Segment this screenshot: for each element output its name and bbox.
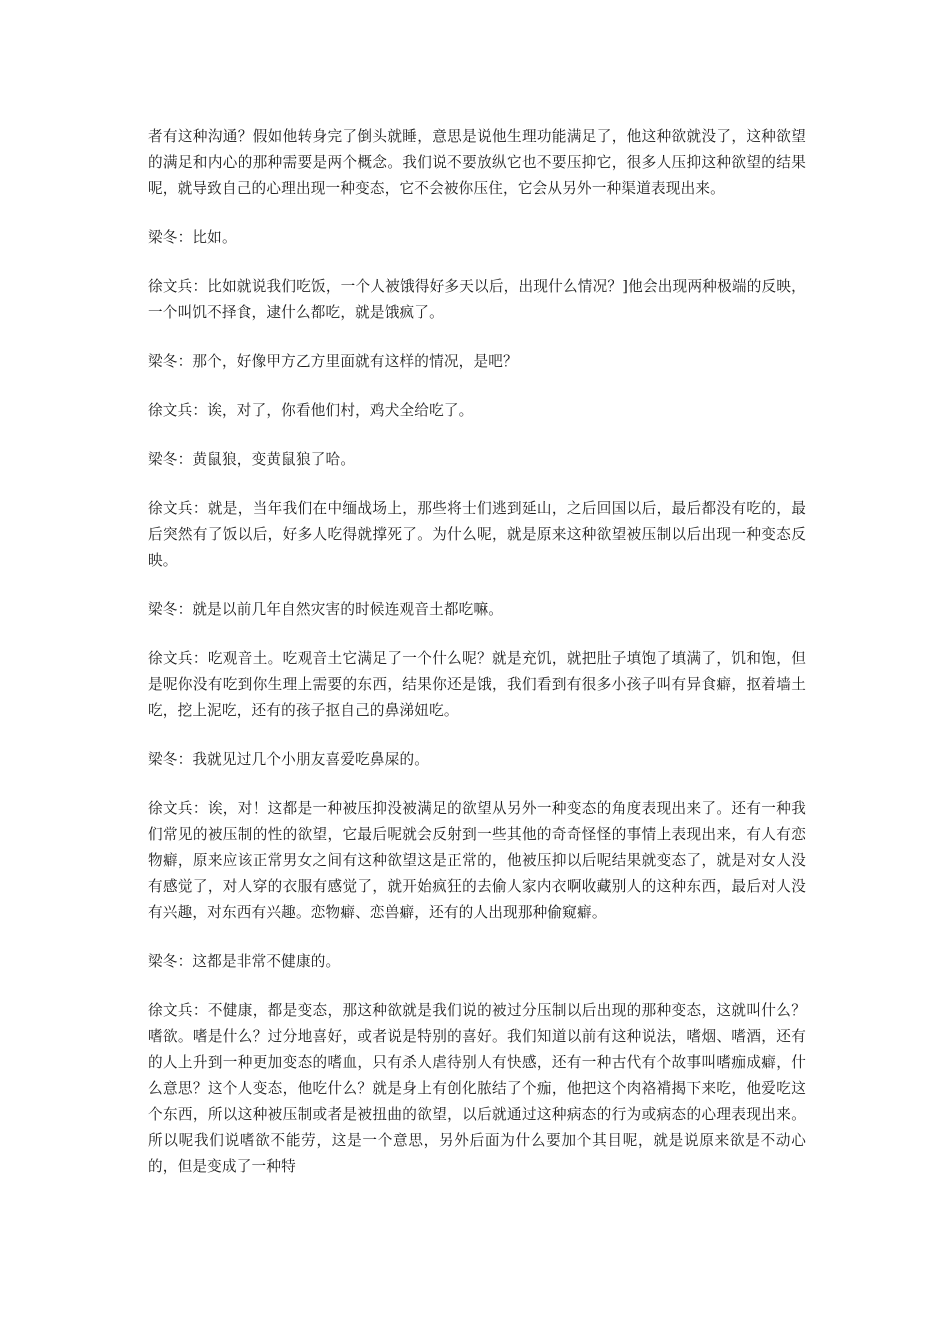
speaker-label: 梁冬： (148, 353, 193, 370)
paragraph-text: 这都是非常不健康的。 (192, 953, 341, 970)
paragraph-text: 诶，对了，你看他们村，鸡犬全给吃了。 (207, 402, 474, 419)
dialogue-paragraph (148, 447, 806, 473)
document-page (148, 124, 806, 1203)
speaker-label: 梁冬： (148, 451, 193, 468)
speaker-label: 徐文兵： (148, 500, 208, 517)
dialogue-paragraph (148, 998, 806, 1180)
speaker-label: 徐文兵： (148, 800, 208, 817)
dialogue-paragraph (148, 597, 806, 623)
dialogue-paragraph (148, 274, 806, 326)
speaker-label: 梁冬： (148, 751, 193, 768)
paragraph-text: 者有这种沟通？假如他转身完了倒头就睡，意思是说他生理功能满足了，他这种欲就没了，这种欲望的满足和内心的那种需要是两个概念。我们说不要放纵它也不要压抑它，很多人压抑这种欲望的结果呢，就导致自己的心理出现一种变态，它不会被你压住，它会从另外一种渠道表现出来。 (148, 128, 806, 197)
paragraph-text: 不健康，都是变态，那这种欲就是我们说的被过分压制以后出现的那种变态，这就叫什么？嗜欲。嗜是什么？过分地喜好，或者说是特别的喜好。我们知道以前有这种说法，嗜烟、嗜酒，还有的人上升到一种更加变态的嗜血，只有杀人虐待别人有快感，还有一种古代有个故事叫嗜痂成癖，什么意思？这个人变态，他吃什么？就是身上有创化脓结了个痂，他把这个肉袼褙揭下来吃，他爱吃这个东西，所以这种被压制或者是被扭曲的欲望，以后就通过这种病态的行为或病态的心理表现出来。所以呢我们说嗜欲不能劳，这是一个意思，另外后面为什么要加个其目呢，就是说原来欲是不动心的，但是变成了一种特 (148, 1002, 806, 1175)
paragraph-text: 黄鼠狼，变黄鼠狼了哈。 (192, 451, 356, 468)
paragraph-continuation (148, 124, 806, 202)
dialogue-paragraph (148, 796, 806, 926)
speaker-label: 梁冬： (148, 229, 193, 246)
paragraph-text: 那个，好像甲方乙方里面就有这样的情况，是吧？ (192, 353, 518, 370)
dialogue-paragraph (148, 349, 806, 375)
paragraph-text: 比如就说我们吃饭，一个人被饿得好多天以后，出现什么情况？]他会出现两种极端的反映，一个叫饥不择食，逮什么都吃，就是饿疯了。 (148, 278, 806, 321)
speaker-label: 徐文兵： (148, 650, 208, 667)
speaker-label: 徐文兵： (148, 1002, 208, 1019)
paragraph-text: 就是，当年我们在中缅战场上，那些将士们逃到延山，之后回国以后，最后都没有吃的，最后突然有了饭以后，好多人吃得就撑死了。为什么呢，就是原来这种欲望被压制以后出现一种变态反映。 (148, 500, 806, 569)
speaker-label: 徐文兵： (148, 278, 208, 295)
paragraph-text: 我就见过几个小朋友喜爱吃鼻屎的。 (192, 751, 430, 768)
speaker-label: 梁冬： (148, 601, 193, 618)
paragraph-text: 比如。 (192, 229, 237, 246)
paragraph-text: 诶，对！这都是一种被压抑没被满足的欲望从另外一种变态的角度表现出来了。还有一种我们常见的被压制的性的欲望，它最后呢就会反射到一些其他的奇奇怪怪的事情上表现出来，有人有恋物癖，原来应该正常男女之间有这种欲望这是正常的，他被压抑以后呢结果就变态了，就是对女人没有感觉了，对人穿的衣服有感觉了，就开始疯狂的去偷人家内衣啊收藏别人的这种东西，最后对人没有兴趣，对东西有兴趣。恋物癖、恋兽癖，还有的人出现那种偷窥癖。 (148, 800, 806, 921)
paragraph-text: 就是以前几年自然灾害的时候连观音土都吃嘛。 (192, 601, 504, 618)
speaker-label: 徐文兵： (148, 402, 208, 419)
dialogue-paragraph (148, 949, 806, 975)
speaker-label: 梁冬： (148, 953, 193, 970)
dialogue-paragraph (148, 225, 806, 251)
paragraph-text: 吃观音土。吃观音土它满足了一个什么呢？就是充饥，就把肚子填饱了填满了，饥和饱，但是呢你没有吃到你生理上需要的东西，结果你还是饿，我们看到有很多小孩子叫有异食癖，抠着墙土吃，挖上泥吃，还有的孩子抠自己的鼻涕妞吃。 (148, 650, 806, 719)
dialogue-paragraph (148, 747, 806, 773)
dialogue-paragraph (148, 496, 806, 574)
dialogue-paragraph (148, 398, 806, 424)
dialogue-paragraph (148, 646, 806, 724)
